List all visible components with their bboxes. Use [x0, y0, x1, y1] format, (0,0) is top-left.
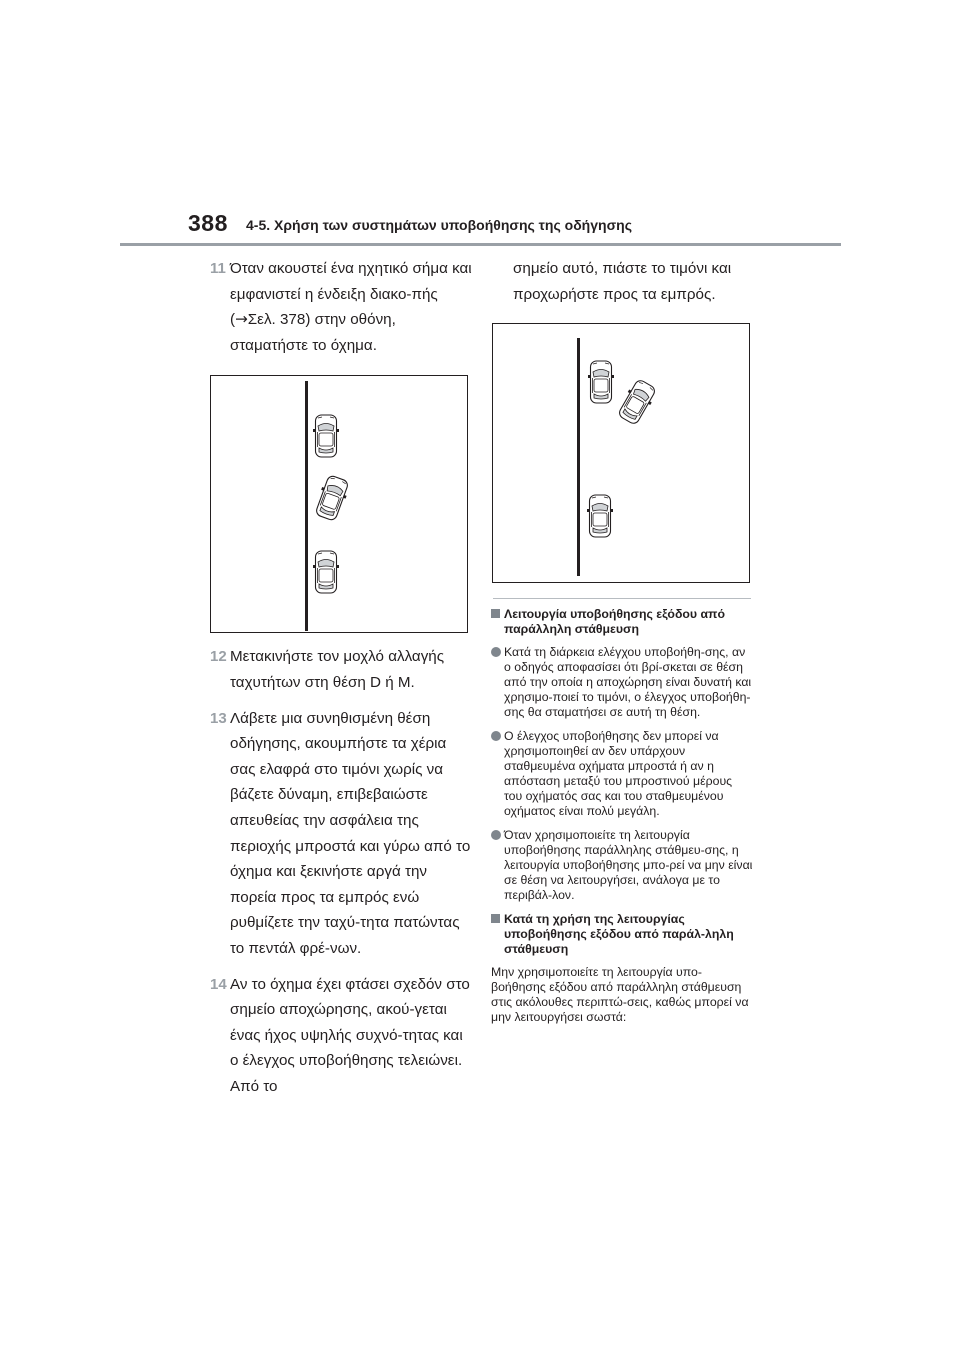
curb-line — [305, 381, 308, 631]
usage-paragraph: Μην χρησιμοποιείτε τη λειτουργία υπο-βοήθησης εξόδου από παράλληλη στάθμευση στις ακόλουθες περιπτώ-σεις, καθώς μπορεί να μην λειτουργήσει σωστά: — [491, 965, 749, 1025]
curb-line — [577, 338, 580, 576]
section-divider — [493, 598, 751, 599]
circle-bullet-icon — [491, 830, 501, 840]
car-rear-parked — [587, 495, 613, 537]
step-12 — [210, 644, 475, 695]
car-exiting — [313, 474, 352, 522]
parking-diagram-exit — [492, 323, 750, 583]
step-14 — [210, 972, 475, 1100]
right-column — [491, 256, 753, 1025]
car-front-parked — [588, 361, 614, 403]
arrow-right-icon: → — [235, 310, 248, 329]
page-number: 388 — [188, 210, 228, 236]
subheading-exit-assist: Λειτουργία υποβοήθησης εξόδου από παράλληλη στάθμευση — [491, 607, 753, 637]
car-rear-parked — [313, 551, 339, 593]
circle-bullet-icon — [491, 647, 501, 657]
step-number: 11 — [210, 260, 226, 277]
step-13 — [210, 706, 475, 962]
step-text: Όταν ακουστεί ένα ηχητικό σήμα και εμφανιστεί η ένδειξη διακο-πής ( — [230, 260, 472, 329]
bullet-item: Κατά τη διάρκεια ελέγχου υποβοήθη-σης, αν ο οδηγός αποφασίσει ότι βρί-σκεται σε θέση από την οποία η αποχώρηση είναι δυνατή και χρησιμο-ποιεί το τιμόνι, ο έλεγχος υποβοήθη-σης θα σταματήσει σε αυτή τη θέση. — [491, 645, 753, 720]
step-text: Σελ. 378) στην οθόνη, σταματήστε το όχημα. — [230, 311, 396, 354]
bullet-item: Όταν χρησιμοποιείτε τη λειτουργία υποβοήθησης παράλληλης στάθμευ-σης, η λειτουργία υποβοήθησης μπο-ρεί να μην είναι σε θέση να λειτουργήσει, ανάλογα με το περιβάλ-λον. — [491, 828, 753, 903]
parking-diagram-stop — [210, 375, 468, 633]
step-number: 12 — [210, 648, 227, 666]
subheading-usage: Κατά τη χρήση της λειτουργίας υποβοήθησης εξόδου από παράλ-ληλη στάθμευση — [491, 912, 753, 957]
header-divider — [120, 243, 841, 246]
step-number: 14 — [210, 975, 227, 993]
step-14-continuation: σημείο αυτό, πιάστε το τιμόνι και προχωρήστε προς τα εμπρός. — [513, 260, 732, 303]
square-bullet-icon — [491, 914, 500, 923]
step-text: Αν το όχημα έχει φτάσει σχεδόν στο σημείο αποχώρησης, ακού-γεται ένας ήχος υψηλής συχνό-τητας και ο έλεγχος υποβοήθησης τελειώνει. Από το — [230, 975, 470, 1095]
bullet-item: Ο έλεγχος υποβοήθησης δεν μπορεί να χρησιμοποιηθεί αν δεν υπάρχουν σταθμευμένα οχήματα μπροστά ή αν η απόσταση μεταξύ του μπροστινού μέρους του οχήματός σας και του σταθμευμένου οχήματος είναι πολύ μεγάλη. — [491, 729, 753, 819]
circle-bullet-icon — [491, 731, 501, 741]
step-text: Μετακινήστε τον μοχλό αλλαγής ταχυτήτων στη θέση D ή M. — [230, 648, 445, 691]
left-column — [210, 256, 475, 1109]
car-front-parked — [313, 415, 339, 457]
step-11 — [210, 256, 475, 358]
step-number: 13 — [210, 709, 227, 727]
car-exiting — [615, 378, 659, 427]
section-title: 4-5. Χρήση των συστημάτων υποβοήθησης της οδήγησης — [246, 217, 632, 233]
square-bullet-icon — [491, 609, 500, 618]
step-text: Λάβετε μια συνηθισμένη θέση οδήγησης, ακουμπήστε τα χέρια σας ελαφρά στο τιμόνι χωρίς να βάζετε δύναμη, επιβεβαιώστε απευθείας την ασφάλεια της περιοχής μπροστά και γύρω από το όχημα και ξεκινήστε αργά την πορεία προς τα εμπρός ενώ ρυθμίζετε την ταχύ-τητα πατώντας το πεντάλ φρέ-νων. — [230, 709, 471, 957]
